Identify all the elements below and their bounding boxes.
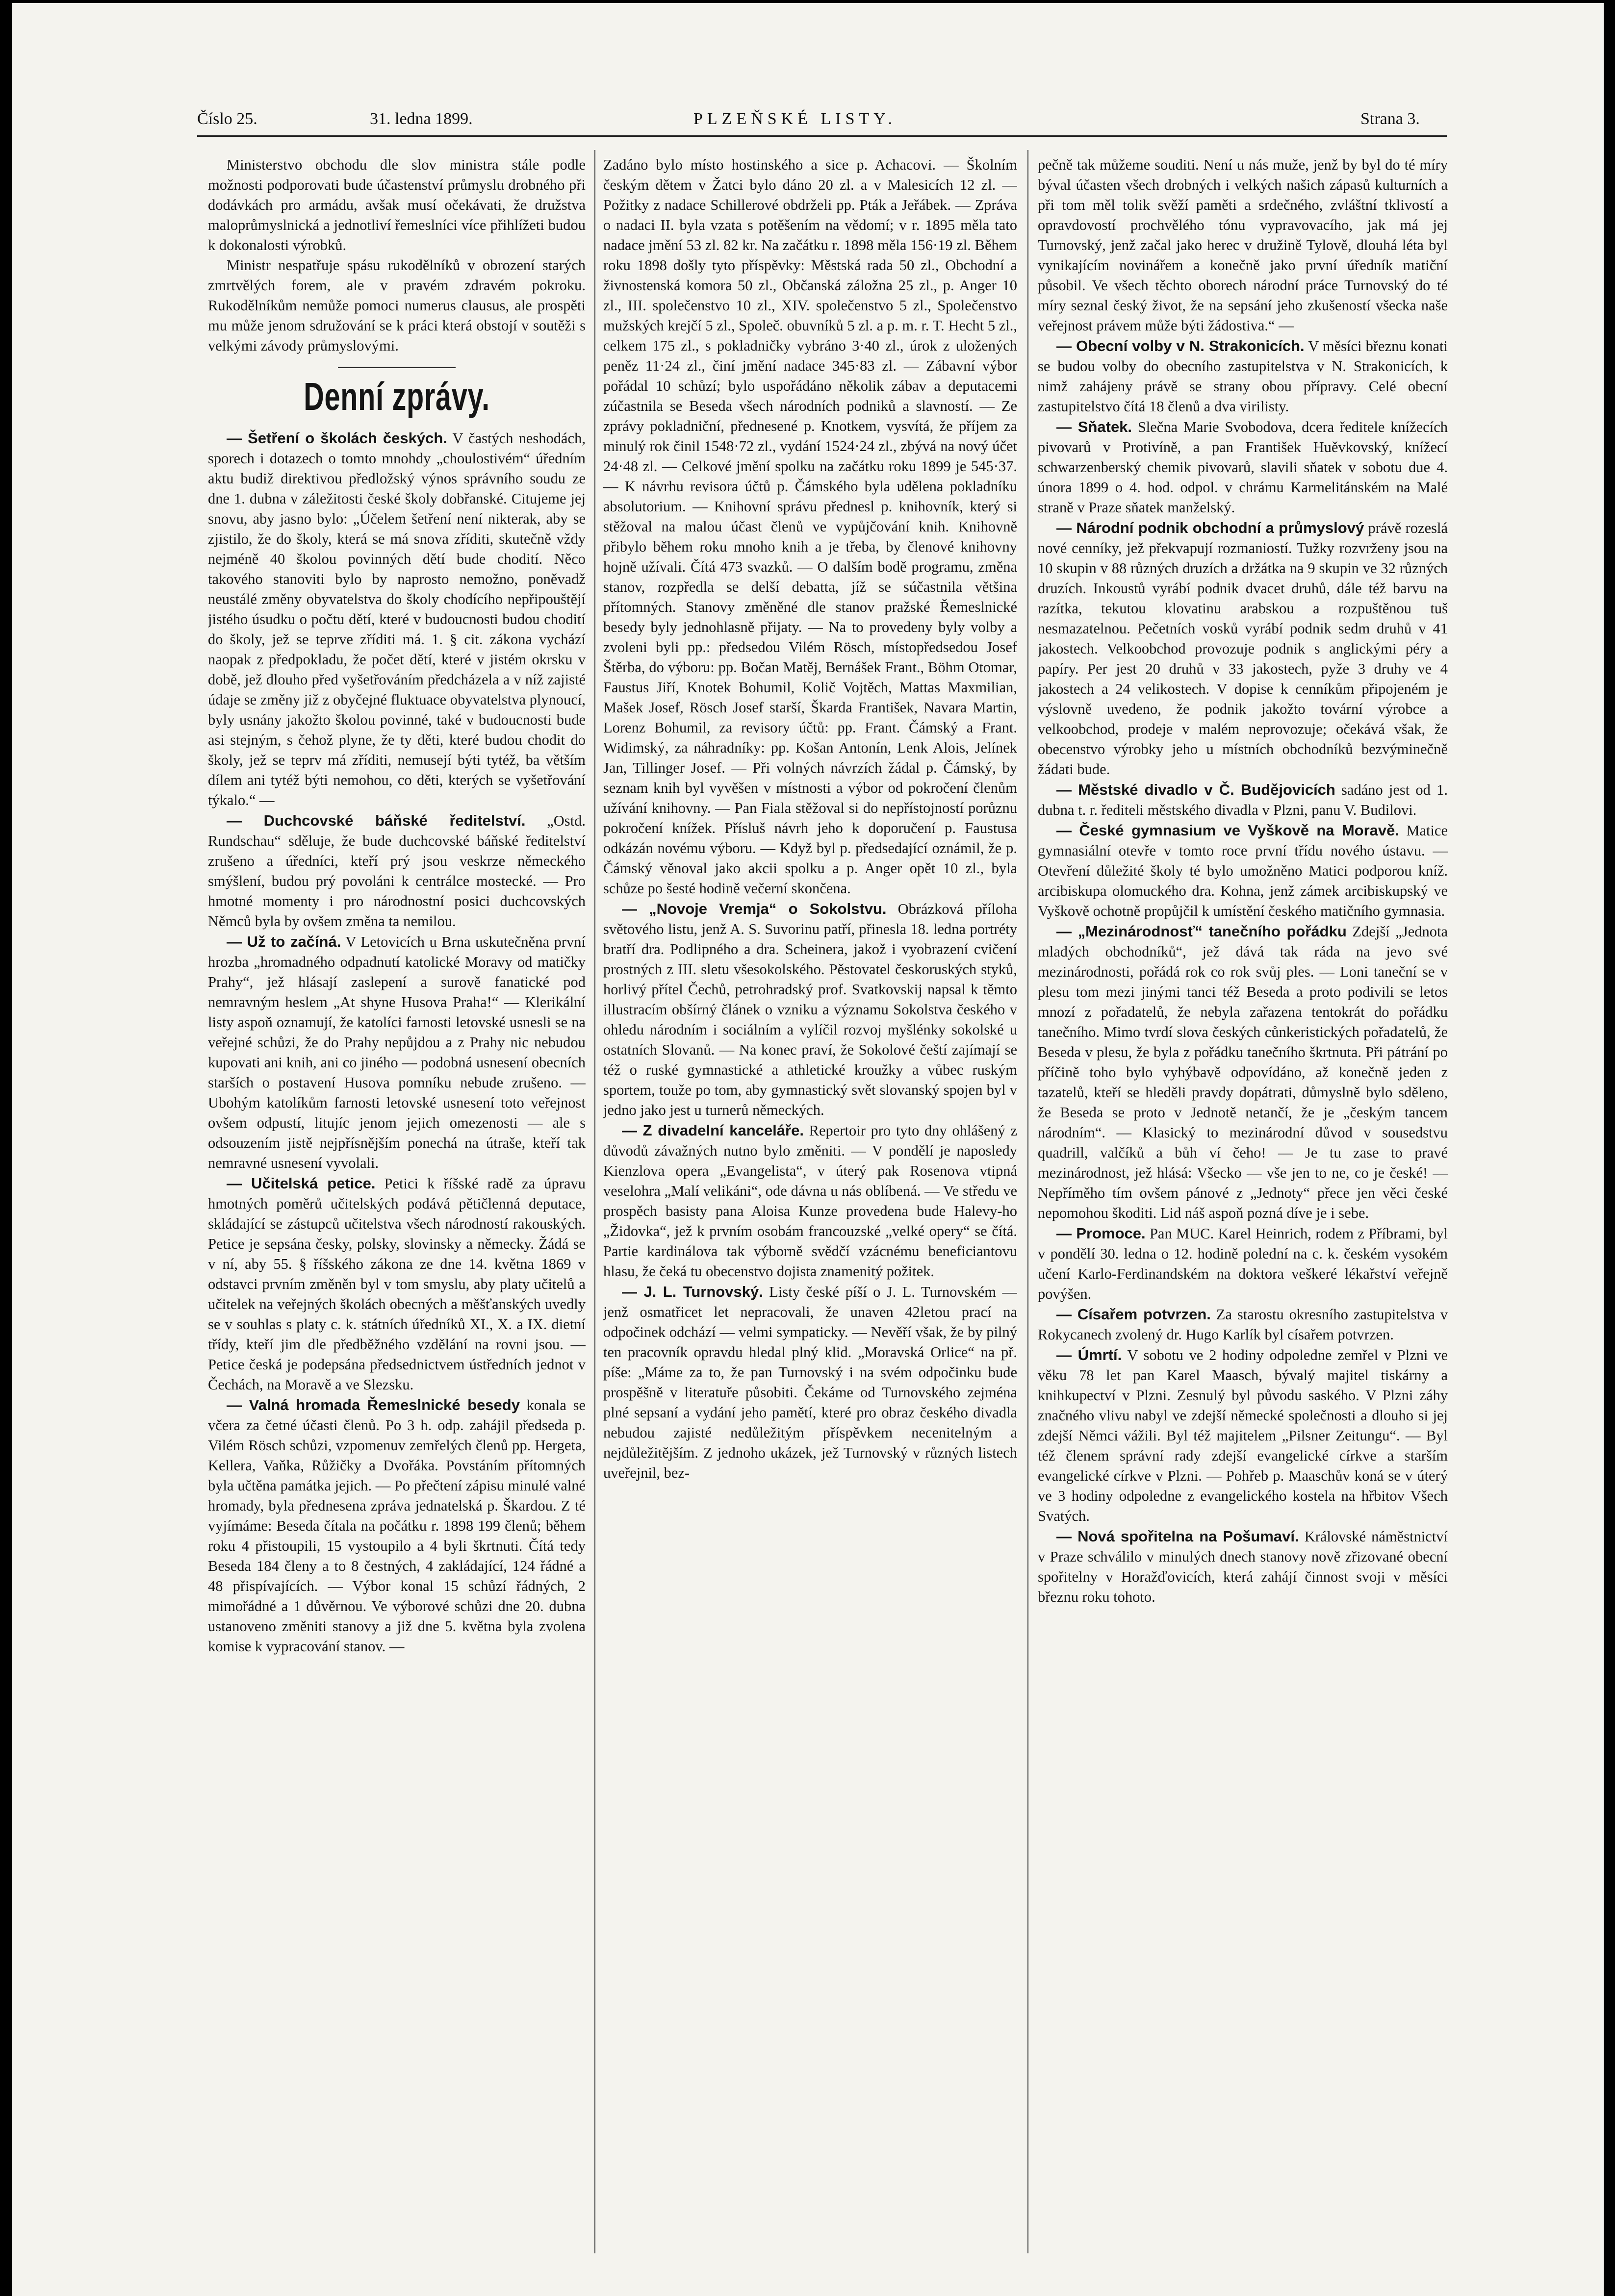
article-text: „Ostd. Rundschau“ sděluje, že bude duchcovské báňské ředitelství zrušeno a úředníci, kteří prý jsou veskrze německého smýšlení, budou prý povoláni k centrálce mostecké. — Pro hmotné momenty i pro národnostní posici duchcovských Němců byla by ovšem změna ta nemilou. xyxy=(208,812,586,930)
article-heading: — „Mezinárodnosť“ tanečního pořádku xyxy=(1056,923,1347,940)
newspaper-page xyxy=(12,3,1604,2296)
article-text: Královské náměstnictví v Praze schválilo v minulých dnech stanovy nově zřizované obecní spořitelny v Horažďovicích, která zahájí činnost svoji v měsíci březnu roku tohoto. xyxy=(1038,1528,1448,1605)
article-heading: — Promoce. xyxy=(1056,1225,1146,1242)
article-heading: — Nová spořitelna na Pošumaví. xyxy=(1056,1528,1299,1545)
paragraph: pečně tak můžeme souditi. Není u nás muže, jenž by byl do té míry býval účasten všech drobných i velkých našich zápasů kulturních a při tom měl tolik svěží paměti a srdečného, zvláštní tklivostí a opravdovostí prochvělého tónu vypravovacího, jak má jej Turnovský, jenž začal jako herec v družině Tylově, dlouhá léta byl vynikajícím novinářem a konečně jako první úředník matiční působil. Ve všech těchto oborech národní práce Turnovský do té míry seznal český život, že na sepsání jeho zkušeností všecka naše veřejnost právem může býti žádostiva.“ — xyxy=(1038,156,1448,334)
article xyxy=(1038,417,1448,518)
article-heading: — České gymnasium ve Vyškově na Moravě. xyxy=(1056,822,1399,839)
article xyxy=(208,932,586,1173)
article-heading: — „Novoje Vremja“ o Sokolstvu. xyxy=(622,900,887,917)
article-heading: — Už to začíná. xyxy=(227,933,341,950)
article-text: sadáno jest od 1. dubna t. r. řediteli městského divadla v Plzni, panu V. Budilovi. xyxy=(1038,782,1448,818)
paragraph: Ministerstvo obchodu dle slov ministra stále podle možnosti podporovati bude účastenství průmyslu drobného při dodávkách pro armádu, avšak musí očekávati, že družstva maloprůmyslnická a jednotliví řemeslníci více přihlížeti budou k dokonalosti výrobků. xyxy=(208,156,586,253)
article-text: Repertoir pro tyto dny ohlášený z důvodů závažných nutno bylo změniti. — V pondělí je naposledy Kienzlova opera „Evangelista“, v úterý pak Rosenova vtipná veselohra „Malí velikáni“, ode dávna u nás oblíbená. — Ve středu ve prospěch basisty pana Aloisa Kunze provedena bude Halevy-ho „Židovka“, jež k prvním osobám francouzské „velké opery“ se čítá. Partie kardinálova tak výborně svědčí vzácnému beneficiantovu hlasu, že čeká tu obecenstvo dojista znamenitý požitek. xyxy=(603,1122,1017,1280)
article xyxy=(1038,780,1448,820)
article xyxy=(603,1120,1017,1282)
article-text: V sobotu ve 2 hodiny odpoledne zemřel v Plzni ve věku 78 let pan Karel Maasch, bývalý majitel tiskárny a knihkupectví v Plzni. Zesnulý byl původu saského. V Plzni záhy značného vlivu nabyl ve zdejší německé společnosti a dlouho si jej zdejší Němci vážili. Byl též majitelem „Pilsner Zeitungu“. — Byl též členem správní rady zdejší evangelické církve a starším evangelické církve v Plzni. — Pohřeb p. Maaschův koná se v úterý ve 3 hodiny odpoledne z evangelického kostela na hřbitov Všech Svatých. xyxy=(1038,1347,1448,1524)
column-divider xyxy=(1027,150,1028,2253)
article-text: Matice gymnasiální otevře v tomto roce první třídu nového ústavu. — Otevření důležité školy té bylo umožněno Matici podporou kníž. arcibiskupa olomuckého dra. Kohna, jenž zámek arcibiskupský ve Vyškově ochotně propůjčil k umístění českého matičního gymnasia. xyxy=(1038,822,1448,919)
article-heading: — Obecní volby v N. Strakonicích. xyxy=(1056,337,1305,354)
article-text: Obrázková příloha světového listu, jenž A. S. Suvorinu patří, přinesla 18. ledna portréty bratří dra. Podlipného a dra. Scheinera, jakož i vyobrazení cvičení prostných z III. sletu všesokolského. Pěstovatel českoruských styků, horlivý přítel Čechů, petrohradský prof. Svatkovskij napsal k těmto illustracím obšírný článek o vzniku a významu Sokolstva českého v ohledu národním i sociálním a vylíčil rozvoj myšlénky sokolské u ostatních Slovanů. — Na konec praví, že Sokolové čeští zajímají se též o ruské gymnastické a athletické kroužky a vůbec ruským sportem, touže po tom, aby gymnastický svět slovanský spojen byl v jedno jako jest u turnerů německých. xyxy=(603,901,1017,1118)
article-text: konala se včera za četné účasti členů. Po 3 h. odp. zahájil předseda p. Vilém Rösch schůzi, vzpomenuv zemřelých členů pp. Hergeta, Kellera, Vaňka, Růžičky a Dvořáka. Povstáním přítomných byla učtěna památka jejich. — Po přečtení zápisu minulé valné hromady, byla přednesena zpráva jednatelská p. Škardou. Z té vyjímáme: Beseda čítala na počátku r. 1898 199 členů; během roku 4 přistoupili, 15 vystoupilo a 4 byli škrtnuti. Čítá tedy Beseda 184 členy a to 8 čestných, 4 zakládající, 124 řádné a 48 přispívajících. — Výbor konal 15 schůzí řádných, 2 mimořádné a 1 důvěrnou. Ve výborové schůzi dne 20. dubna ustanoveno změniti stanovy a již dne 5. května byla zvolena komise k vypracování stanov. — xyxy=(208,1397,586,1655)
article-text: V měsíci březnu konati se budou volby do obecního zastupitelstva v N. Strakonicích, k nimž zahájeny právě se strany obou přípravy. Celé obecní zastupitelstvo čítá 18 členů a dva virilisty. xyxy=(1038,338,1448,415)
article-text: Pan MUC. Karel Heinrich, rodem z Příbrami, byl v pondělí 30. ledna o 12. hodině polední na c. k. českém vysokém učení Karlo-Ferdinandském na doktora veškeré lékařství veřejně povýšen. xyxy=(1038,1225,1448,1302)
article-heading: — Národní podnik obchodní a průmyslový xyxy=(1056,519,1364,536)
article-text: V Letovicích u Brna uskutečněna první hrozba „hromadného odpadnutí katolické Moravy od matičky Prahy“, jež hlásají zaslepení a surově fanatické pod nemravným heslem „At shyne Husova Praha!“ — Klerikální listy aspoň oznamují, že katolíci farnosti letovské usnesli se na veřejné schůzi, že do Prahy nepůjdou a z Prahy nic nebudou kupovati ani knih, ani co jiného — podobná usnesení obecních starších o postavení Husova pomníku nebude zrušeno. — Ubohým katolíkům farnosti letovské usnesení toto veřejnost ovšem odpustí, litujíc jenom jejich omezenosti — ale s odsouzením jistě nejpřísnějším ponechá na útraše, kteří tak nemravné usnesení vyvolali. xyxy=(208,934,586,1171)
article-text: právě rozeslá nové cenníky, jež překvapují rozmaniostí. Tužky rozvrženy jsou na 10 skupin v 88 různých druzích a držátka na 9 skupin ve 32 různých druzích. Inkoustů vyrábí podnik dvacet druhů, dále též barvu na razítka, tekutou klovatinu arabskou a rozpuštěnou tuš nesmazatelnou. Pečetních vosků vyrábí podnik sedm druhů v 41 jakostech. Velkoobchod provozuje podnik s anglickými péry a papíry. Per jest 20 druhů v 33 jakostech, pyže 3 druhy ve 4 jakostech a 24 velikostech. V dopise k cenníkům připojeném je výslovně uvedeno, že podnik jakožto tovární výrobce a velkoobchod, prodeje v malém neprovozuje; očekává však, že obecenstvo výrobky jeho u místních obchodníků bezvýminečně žádati bude. xyxy=(1038,520,1448,778)
article-heading: — Císařem potvrzen. xyxy=(1056,1306,1211,1323)
article xyxy=(208,1173,586,1395)
column-2 xyxy=(603,155,1017,2263)
header-rule xyxy=(197,135,1447,137)
article xyxy=(208,810,586,932)
article-heading: — Valná hromada Řemeslnické besedy xyxy=(227,1396,520,1413)
section-title: Denní zprávy. xyxy=(304,375,490,418)
article xyxy=(1038,518,1448,780)
article-text: Listy české píší o J. L. Turnovském — jenž osmatřicet let nepracovali, že unaven 42letou prací na odpočinek odchází — velmi sympaticky. — Nevěří však, že by pilný ten pracovník opravdu hledal plný klid. „Moravská Orlice“ na př. píše: „Máme za to, že pan Turnovský i na svém odpočinku bude prospěšně v literatuře působiti. Čekáme od Turnovského zejména plné sepsaní a vydání jeho pamětí, které pro obraz českého divadla nebudou zajisté nedůležitým příspěvkem necenitelným a nejdůležitějším. Z jednoho ukázek, jež Turnovský v různých listech uveřejnil, bez- xyxy=(603,1284,1017,1481)
article-heading: — Učitelská petice. xyxy=(227,1175,376,1192)
article xyxy=(1038,336,1448,417)
article xyxy=(1038,1526,1448,1607)
section-rule xyxy=(338,367,456,368)
article xyxy=(1038,921,1448,1223)
issue-date: 31. ledna 1899. xyxy=(370,110,473,128)
article-text: Slečna Marie Svobodova, dcera ředitele knížecích pivovarů v Protivíně, a pan František Huěvkovský, knížecí schwarzenberský chemik pivovarů, slavili sňatek v sobotu due 4. února 1899 o 4. hod. odpol. v chrámu Karmelitánském na Malé straně v Praze sňatek manželský. xyxy=(1038,419,1448,516)
article-text: V častých neshodách, sporech i dotazech o tomto mnohdy „choulostivém“ úředním aktu budiž direktivou předložský výnos správního soudu ze dne 1. dubna v záležitosti české školy dobřanské. Citujeme jej snovu, aby jasno bylo: „Účelem šetření není nikterak, aby se zjistilo, že do školy, která se má snova zříditi, skutečně vždy nejméně 40 školou povinných dětí bude chodití. Něco takového stanoviti bylo by naprosto nemožno, poněvadž neustálé změny obyvatelstva do školy chodícího nepřipouštějí jistého úsudku o počtu dětí, které v budoucnosti budou chodití do školy, jež se teprve zříditi má. 1. § cit. zákona vychází naopak z předpokladu, že počet dětí, které v jistém okrsku v době, jež dlouho před vyšetřováním předcházela a v níž zajisté údaje se změny již z obyčejné fluktuace obyvatelstva plynoucí, byly usnány jakožto školou povinné, také v budoucnosti bude asi stejným, s čehož plyne, že ty děti, které budou chodit do školy, jež se teprv má zříditi, nemusejí býti tytéž, ba větším dílem ani tytéž býti nemohou, co děti, kterých se vyšetřování týkalo.“ — xyxy=(208,430,586,808)
column-3 xyxy=(1038,155,1448,2263)
article-text: Petici k říšské radě za úpravu hmotných poměrů učitelských podává pětičlenná deputace, skládající se zástupců učitelstva všech národností rakouských. Petice je sepsána česky, polsky, slovinsky a německy. Žádá se v ní, aby 55. § říšského zákona ze dne 14. května 1869 v odstavci prvním změněn byl v tom smyslu, aby platy učitelů a učitelek na veřejných školách obecných a měšťanských uvedly se v souhlas s platy c. k. státních úředníků XI., X. a IX. dietní třídy, kteří jim dle předběžného vzdělání na rovni jsou. — Petice česká je podepsána předsednictvem ústředních jednot v Čechách, na Moravě a ve Slezsku. xyxy=(208,1175,586,1393)
article xyxy=(603,899,1017,1120)
article xyxy=(208,1395,586,1657)
article-heading: — Šetření o školách českých. xyxy=(227,429,447,447)
newspaper-title: PLZEŇSKÉ LISTY. xyxy=(693,110,897,128)
article xyxy=(1038,820,1448,921)
article-heading: — Duchcovské báňské ředitelství. xyxy=(227,812,526,829)
article-text: Za starostu okresního zastupitelstva v Rokycanech zvolený dr. Hugo Karlík byl císařem potvrzen. xyxy=(1038,1306,1448,1343)
article-text: Zdejší „Jednota mladých obchodníků“, jež dává tak ráda na jevo své mezinárodnosti, pořádá rok co rok svůj ples. — Loni taneční se v plesu tom mezi jinými tanci též Beseda a proto podivili se letos mnozí z pořadatelů, že nebyla zařazena tentokrát do pořádku tanečního. Mimo tvrdí slova českých cůnkeristických pořadatelů, že Beseda v plesu, že byla z pořádku tanečního škrtnuta. Při pátrání po příčině toho bylo vyhýbavě odpovídáno, až konečně jeden z tazatelů, kteří se hleděli pravdy dopátrati, důmyslně bylo sděleno, že Beseda se proto v Jednotě netančí, že je „českým tancem národním“. — Klasický to mezinárodní důvod v sousedstvu quadrill, valčíků a bůh ví čeho! — Je tu zase to pravé mezinárodnost, jež hlásá: Všecko — vše jen to ne, co je české! — Nepříměho tím ovšem pánové z „Jednoty“ přece jen věci české nepomohou škoditi. Lid náš aspoň pozná díve je i sebe. xyxy=(1038,923,1448,1221)
page-number: Strana 3. xyxy=(1360,110,1420,128)
article-heading: — J. L. Turnovský. xyxy=(622,1283,763,1300)
paragraph: Zadáno bylo místo hostinského a sice p. Achacovi. — Školním českým dětem v Žatci bylo dáno 20 zl. a v Malesicích 12 zl. — Požitky z nadace Schillerové obdrželi pp. Pták a Jeřábek. — Zpráva o nadaci II. byla vzata s potěšením na vědomí; v r. 1895 měla tato nadace jmění 53 zl. 82 kr. Na začátku r. 1898 měla 156·19 zl. Během roku 1898 došly tyto příspěvky: Městská rada 50 zl., Obchodní a živnostenská komora 50 zl., Občanská záložna 25 zl., p. Anger 10 zl., III. společenstvo 10 zl., XIV. společenstvo 5 zl., Společenstvo mužských krejčí 5 zl., Společ. obuvníků 5 zl. a p. m. r. T. Hecht 5 zl., celkem 175 zl., s pokladničky vybráno 3·40 zl., úrok z uložených peněz 11·24 zl., činí jmění nadace 345·83 zl. — Zábavní výbor pořádal 10 schůzí; bylo uspořádáno několik zábav a deputacemi zúčastnila se Beseda všech národních podniků a slavností. — Ze zprávy pokladniční, přednesené p. Knotkem, vysvítá, že příjem za minulý rok činil 1548·72 zl., vydání 1524·24 zl., zbývá na nový účet 24·48 zl. — Celkové jmění spolku na začátku roku 1899 je 545·37. — K návrhu revisora účtů p. Čámského byla udělena pokladníku absolutorium. — Knihovní správu přednesl p. knihovník, který si stěžoval na malou účast členů ve vypůjčování knih. Knihovně přibylo během roku mnoho knih a je třeba, by členové knihovny hojně užívali. Čítá 473 svazků. — O dalším bodě programu, změna stanov, rozpředla se delší debatta, jíž se súčastnila většina přítomných. Stanovy změněné dle stanov pražské Řemeslnické besedy byly jednohlasně přijaty. — Na to provedeny byly volby a zvoleni byli pp.: předsedou Vilém Rösch, místopředsedou Josef Štěrba, do výboru: pp. Bočan Matěj, Bernášek Frant., Böhm Otomar, Faustus Jiří, Knotek Bohumil, Količ Vojtěch, Mattas Maxmilian, Mašek Josef, Rösch Josef starší, Škarda František, Navara Martin, Lorenz Bohumil, za revisory účtů: pp. Frant. Čámský a Frant. Widimský, za náhradníky: pp. Košan Antonín, Lenk Alois, Jelínek Jan, Tillinger Josef. — Při volných návrzích žádal p. Čámský, by seznam knih byl vyvěšen v místnosti a výbor od pokročení členům užívání knihovny. — Pan Fiala stěžoval si do nepřístojností porůznu pokročení knížek. Přísluš návrh jeho k doporučení p. Faustusa odkázán novému výboru. — Když byl p. předsedající oznámil, že p. Čámský věnoval jako akcii spolku a p. Anger opět 10 zl., byla schůze po šesté hodině večerní skončena. xyxy=(603,156,1017,897)
column-divider xyxy=(594,150,595,2253)
column-1 xyxy=(208,155,586,2263)
article xyxy=(603,1282,1017,1483)
article-heading: — Z divadelní kanceláře. xyxy=(622,1122,804,1139)
article-heading: — Sňatek. xyxy=(1056,418,1132,435)
paragraph: Ministr nespatřuje spásu rukodělníků v obrození starých zmrtvělých forem, ale v pravém zdravém pokroku. Rukodělníkům nemůže pomoci numerus clausus, ale prospěti mu může jenom sdružování se k práci která obstojí v soutěži s velkými závody průmyslovými. xyxy=(208,257,586,354)
article xyxy=(1038,1223,1448,1304)
article-heading: — Úmrtí. xyxy=(1056,1346,1122,1363)
article-heading: — Městské divadlo v Č. Budějovicích xyxy=(1056,781,1335,798)
article xyxy=(1038,1304,1448,1345)
article xyxy=(208,428,586,810)
article xyxy=(1038,1345,1448,1526)
issue-number: Číslo 25. xyxy=(197,110,257,128)
